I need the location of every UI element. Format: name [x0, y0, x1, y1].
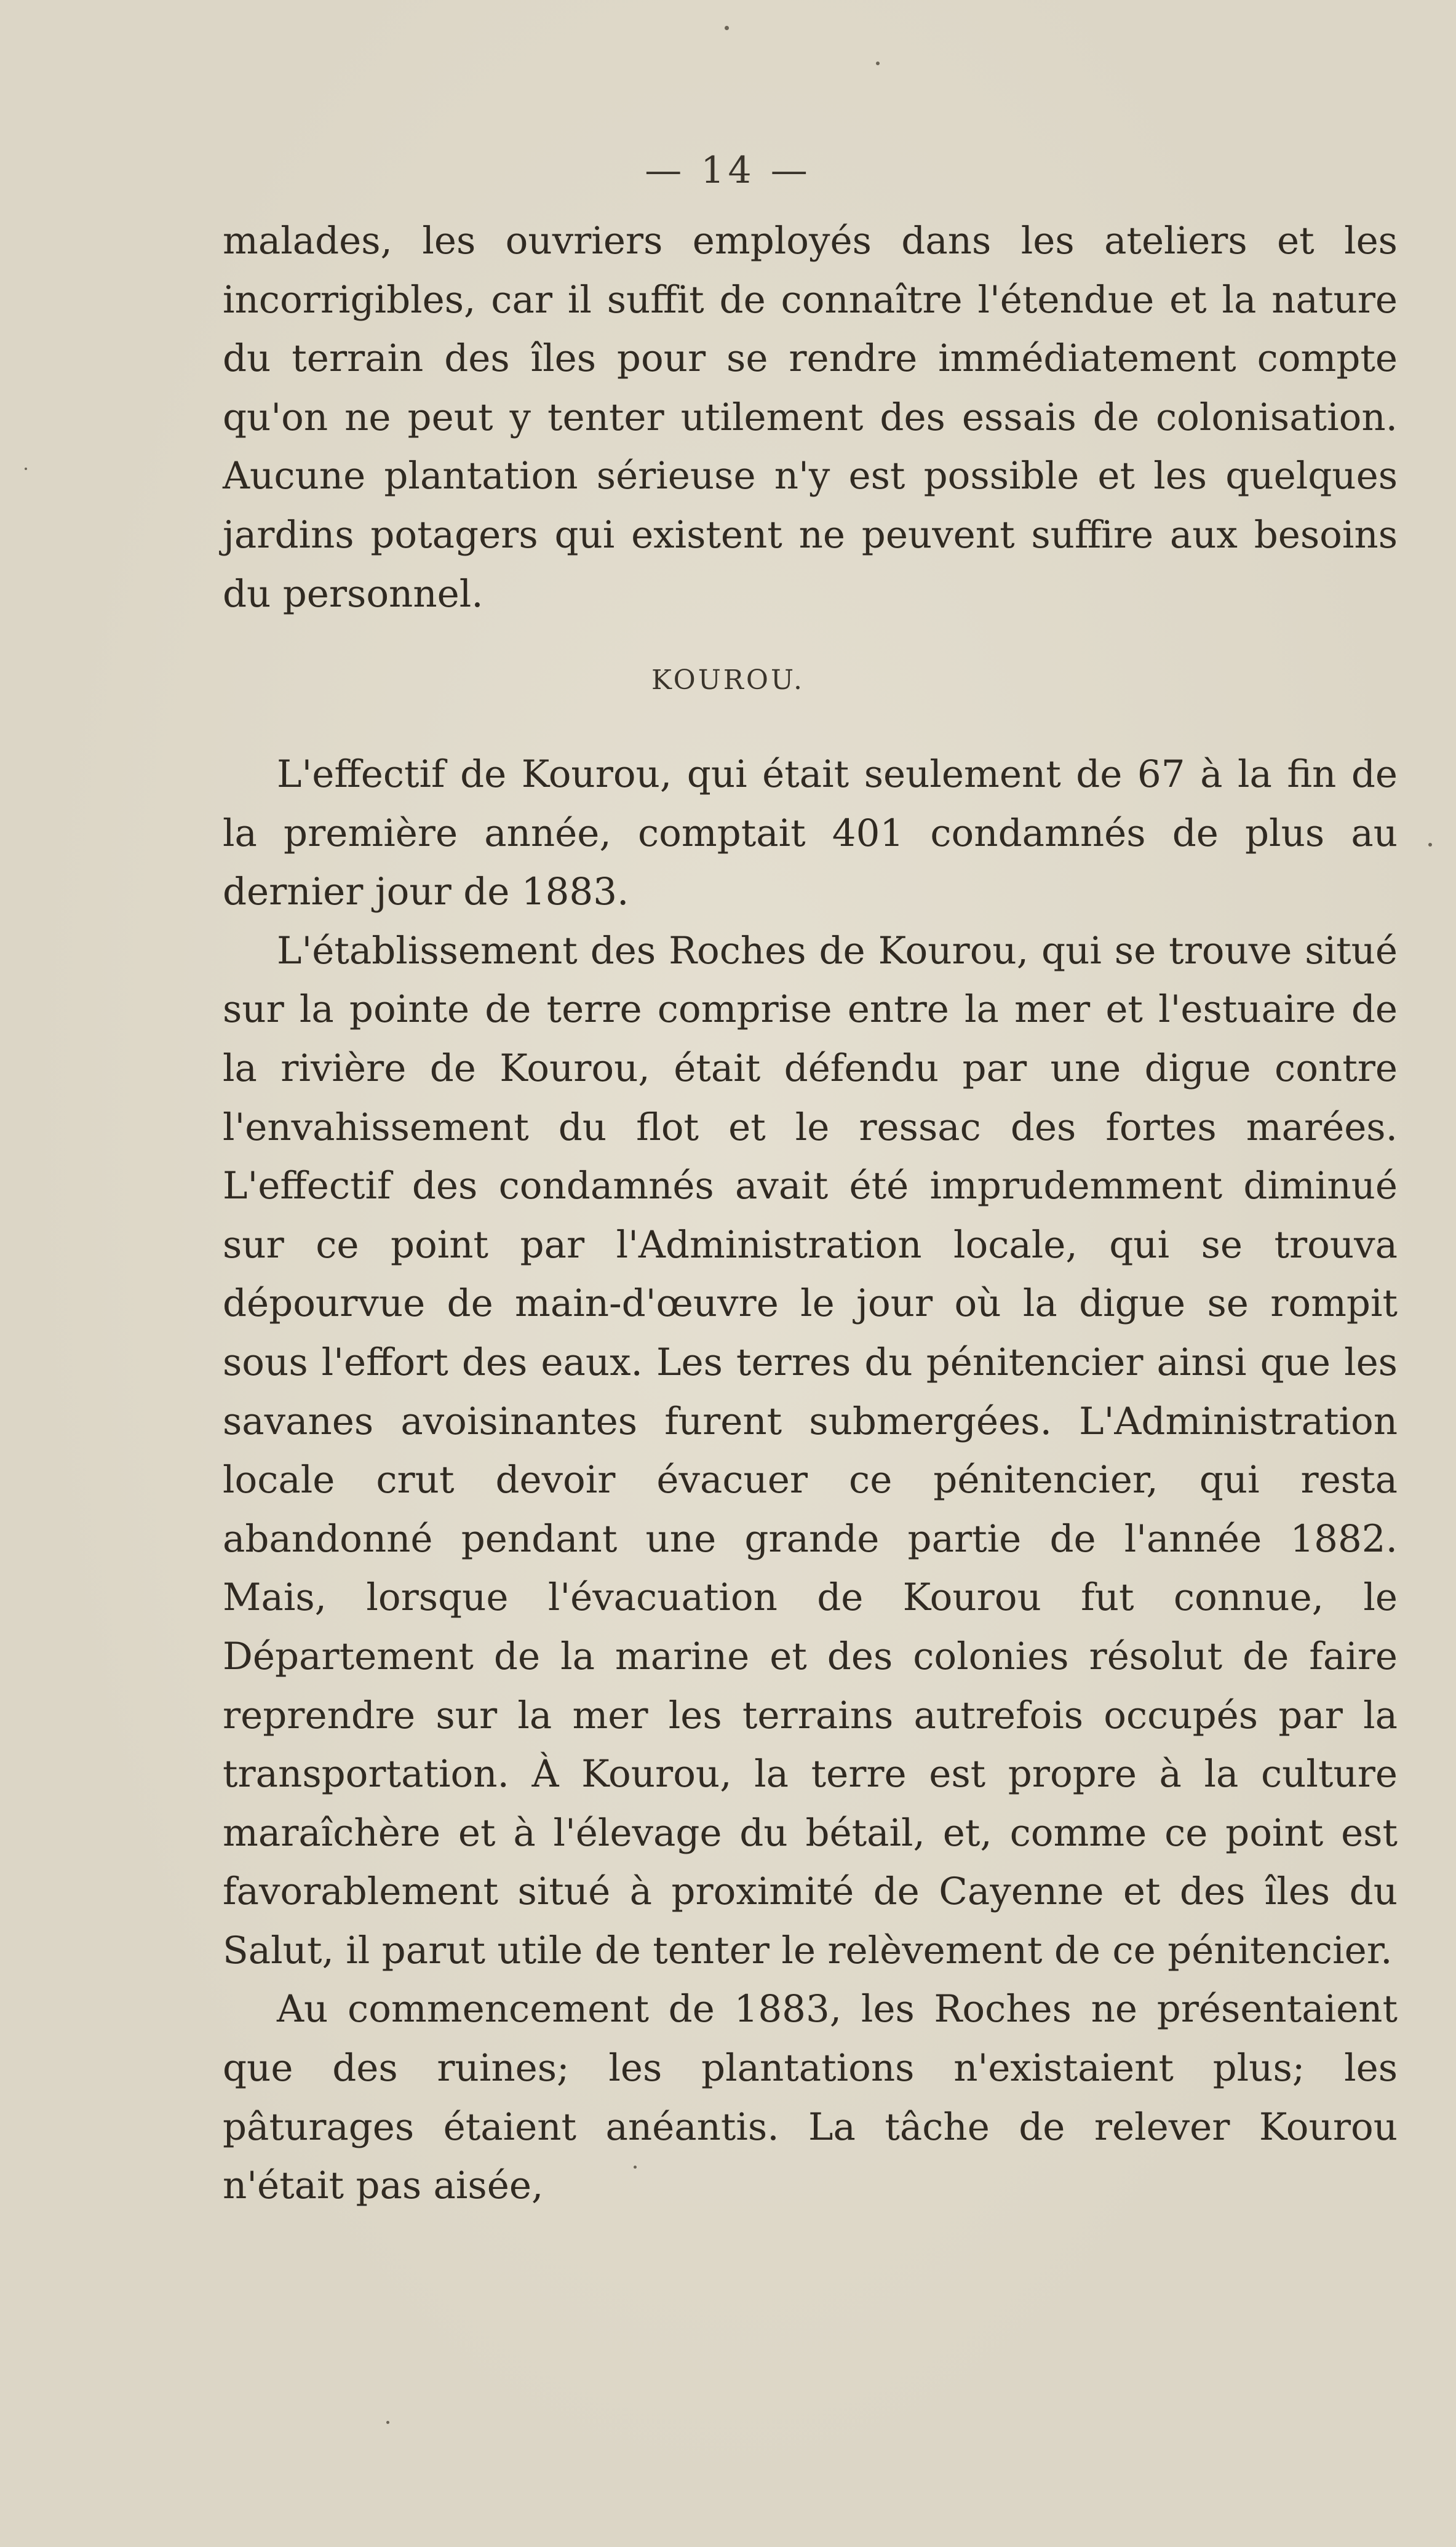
- page-number: — 14 —: [645, 149, 811, 192]
- intro-text-block: [223, 212, 1398, 623]
- scan-speck: [876, 62, 880, 65]
- body-text-block: [223, 745, 1398, 2215]
- section-heading: KOUROU.: [651, 664, 805, 696]
- paragraph: Au commencement de 1883, les Roches ne présentaient que des ruines; les plantations n'existaient plus; les pâturages étaient anéantis. La tâche de relever Kourou n'était pas aisée,: [223, 1987, 1398, 2208]
- scan-speck: [25, 468, 27, 470]
- intro-paragraph: malades, les ouvriers employés dans les ateliers et les incorrigibles, car il suffit de connaître l'étendue et la nature du terrain des îles pour se rendre immédiatement compte qu'on ne peut y tenter utilement des essais de colonisation. Aucune plantation sérieuse n'y est possible et les quelques jardins potagers qui existent ne peuvent suffire aux besoins du personnel.: [223, 219, 1398, 616]
- paragraph: L'établissement des Roches de Kourou, qui se trouve situé sur la pointe de terre comprise entre la mer et l'estuaire de la rivière de Kourou, était défendu par une digue contre l'envahissement du flot et le ressac des fortes marées. L'effectif des condamnés avait été imprudemment diminué sur ce point par l'Administration locale, qui se trouva dépourvue de main-d'œuvre le jour où la digue se rompit sous l'effort des eaux. Les terres du pénitencier ainsi que les savanes avoisinantes furent submergées. L'Administration locale crut devoir évacuer ce pénitencier, qui resta abandonné pendant une grande partie de l'année 1882. Mais, lorsque l'évacuation de Kourou fut connue, le Département de la marine et des colonies résolut de faire reprendre sur la mer les terrains autrefois occupés par la transportation. À Kourou, la terre est propre à la culture maraîchère et à l'élevage du bétail, et, comme ce point est favorablement situé à proximité de Cayenne et des îles du Salut, il parut utile de tenter le relèvement de ce pénitencier.: [223, 928, 1398, 1972]
- scan-speck: [1428, 843, 1432, 847]
- paragraph: L'effectif de Kourou, qui était seulement de 67 à la fin de la première année, comptait 401 condamnés de plus au dernier jour de 1883.: [223, 752, 1398, 914]
- scan-speck: [725, 26, 729, 30]
- scan-speck: [634, 2166, 637, 2169]
- scan-speck: [386, 2421, 389, 2424]
